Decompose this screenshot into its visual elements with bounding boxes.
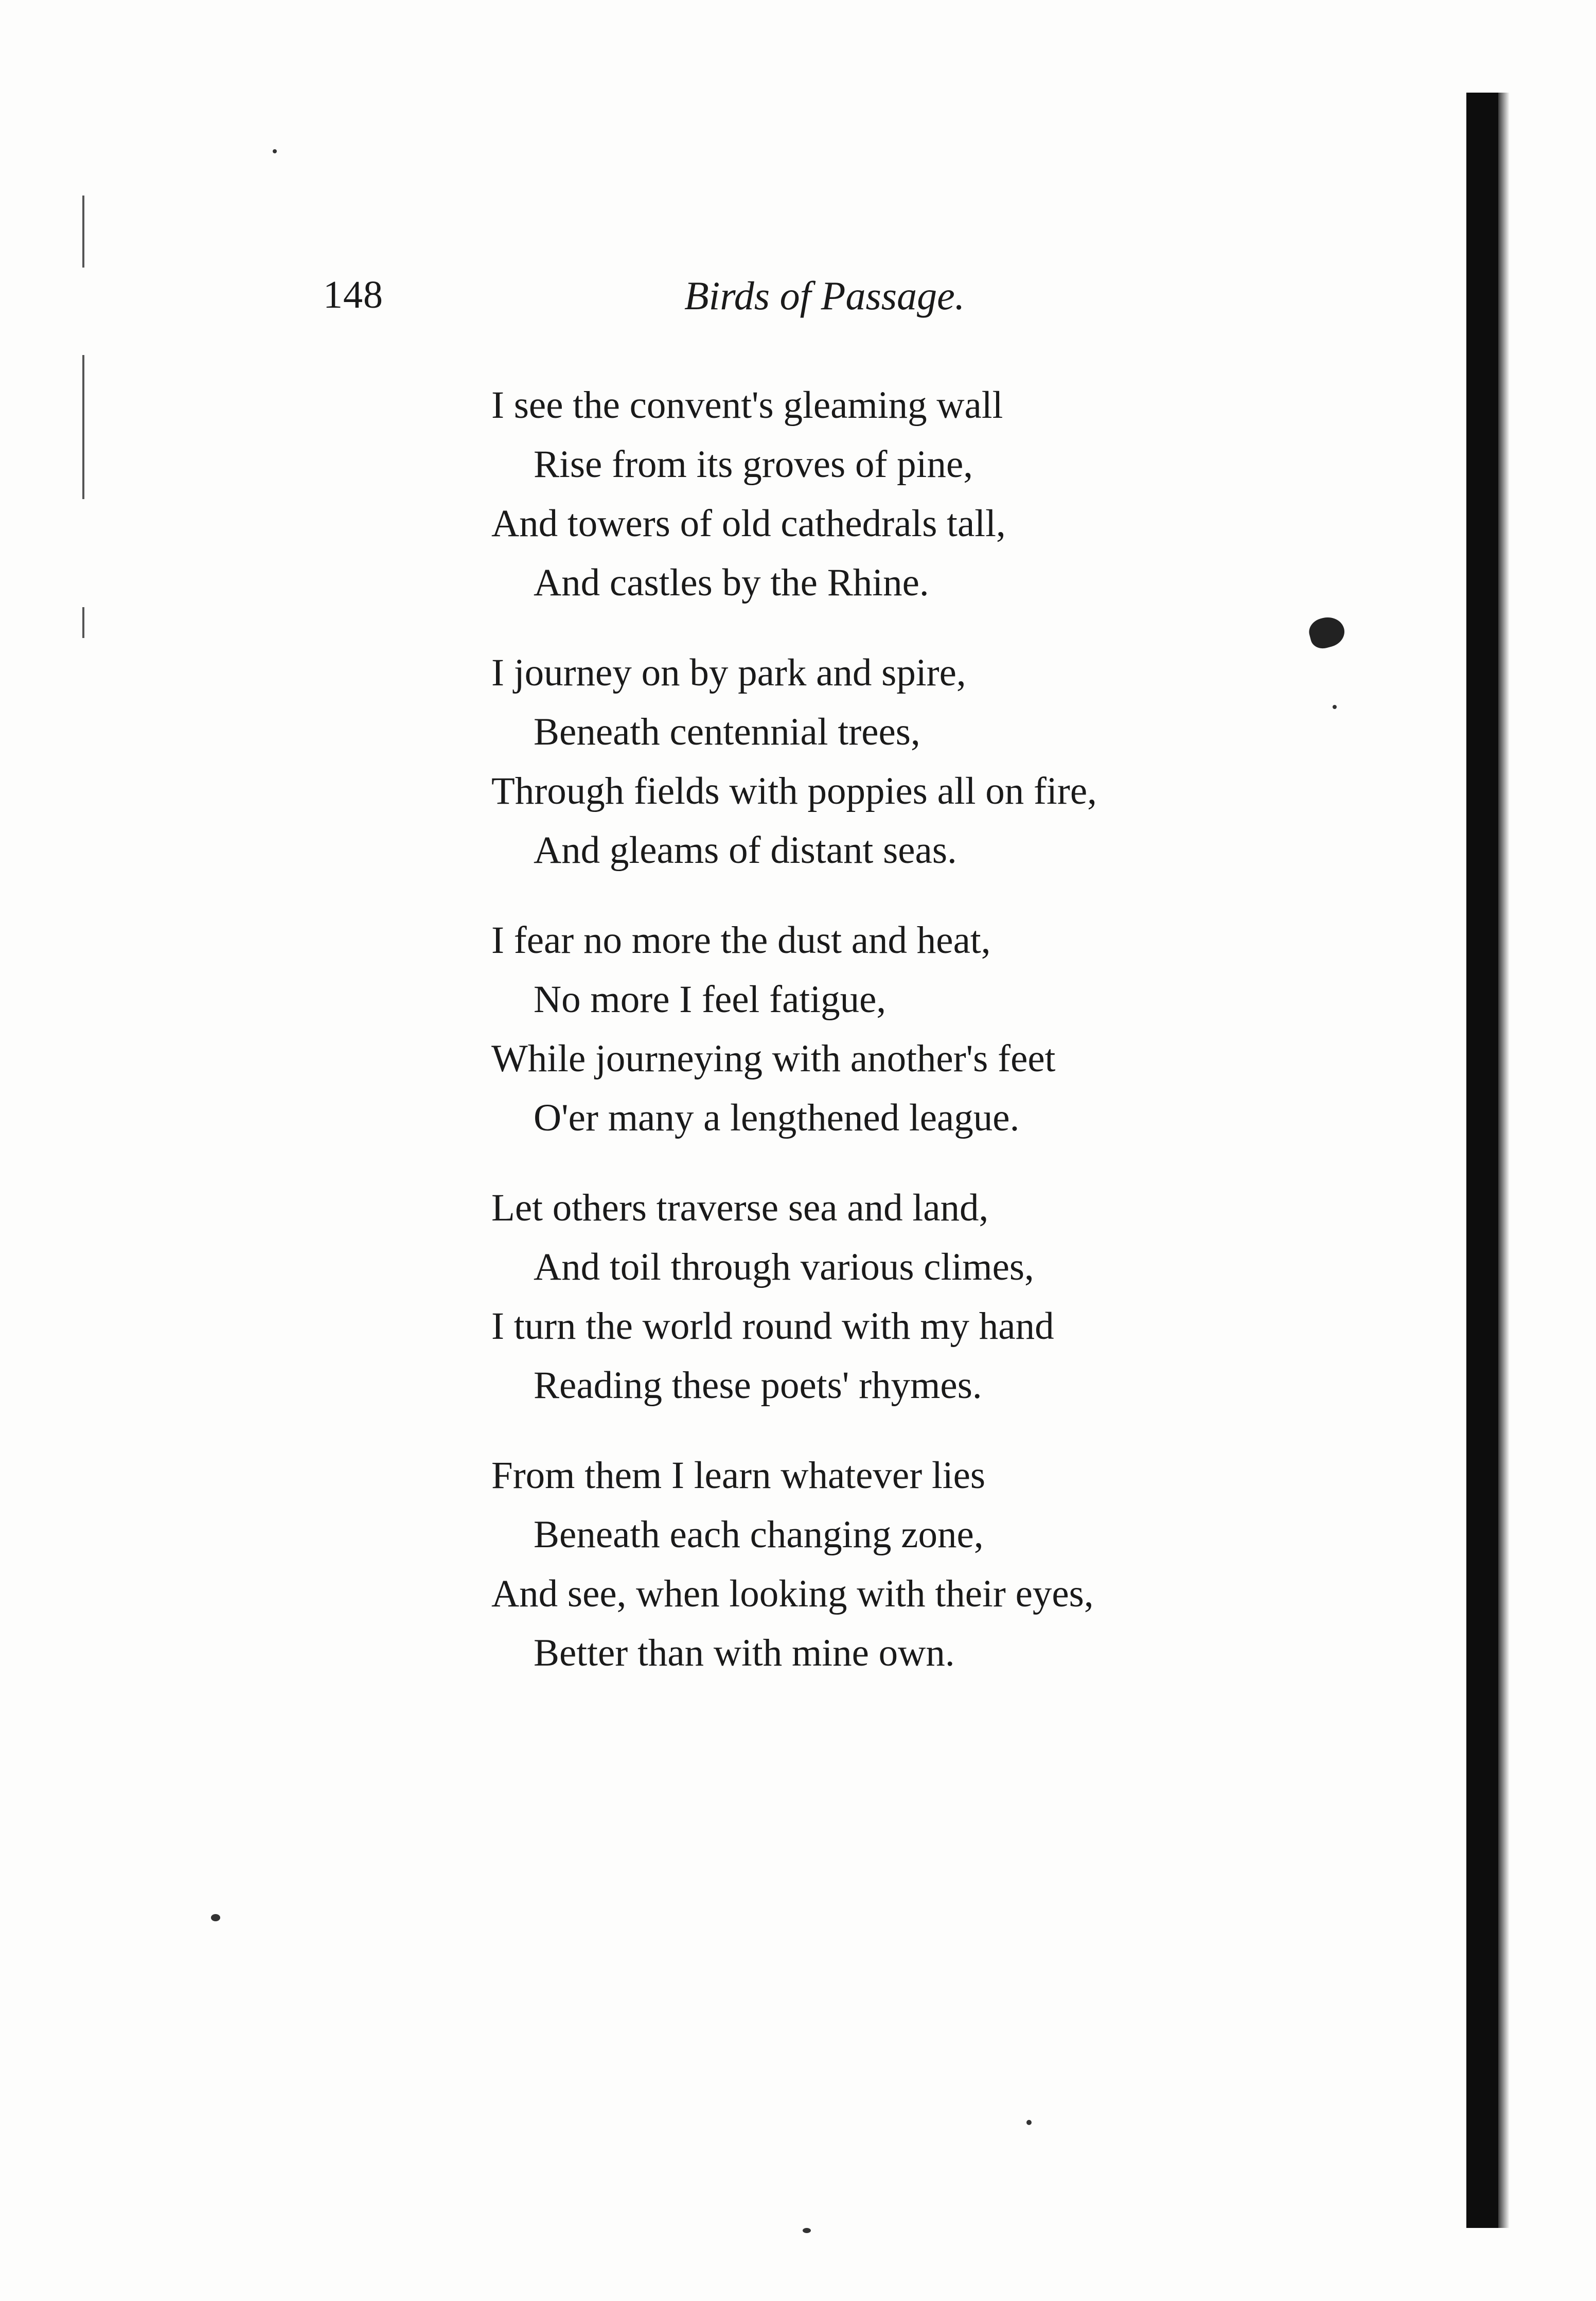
poem-line: Better than with mine own. — [534, 1632, 955, 1674]
paper-speck — [273, 149, 277, 153]
poem-line: Let others traverse sea and land, — [491, 1187, 989, 1229]
ink-blot — [1306, 613, 1348, 651]
margin-mark — [82, 355, 84, 499]
running-title: Birds of Passage. — [684, 273, 965, 318]
stanza — [491, 1178, 1212, 1415]
paper-speck — [211, 1914, 220, 1921]
stanza — [491, 911, 1212, 1147]
poem-line: And see, when looking with their eyes, — [491, 1572, 1094, 1615]
poem-line: O'er many a lengthened league. — [534, 1096, 1020, 1139]
poem-line: While journeying with another's feet — [491, 1037, 1056, 1080]
paper-speck — [1026, 2120, 1032, 2125]
paper-speck — [1333, 705, 1337, 709]
poem-line: From them I learn whatever lies — [491, 1454, 986, 1497]
margin-mark — [82, 607, 84, 638]
paper-speck — [803, 2228, 811, 2233]
poem-line: I turn the world round with my hand — [491, 1305, 1054, 1348]
stanza — [491, 643, 1212, 880]
poem-line: And castles by the Rhine. — [534, 561, 929, 604]
poem — [491, 376, 1212, 1713]
poem-line: I see the convent's gleaming wall — [491, 384, 1003, 427]
stanza — [491, 376, 1212, 612]
poem-line: Reading these poets' rhymes. — [534, 1364, 982, 1407]
poem-line: Through fields with poppies all on fire, — [491, 770, 1097, 812]
page-number: 148 — [323, 273, 383, 316]
poem-line: Beneath centennial trees, — [534, 711, 920, 753]
stanza — [491, 1446, 1212, 1683]
poem-line: Rise from its groves of pine, — [534, 443, 973, 486]
poem-line: And towers of old cathedrals tall, — [491, 502, 1006, 545]
poem-line: I journey on by park and spire, — [491, 651, 966, 694]
poem-line: And toil through various climes, — [534, 1246, 1034, 1288]
margin-mark — [82, 196, 84, 268]
poem-line: No more I feel fatigue, — [534, 978, 886, 1021]
poem-line: I fear no more the dust and heat, — [491, 919, 991, 962]
binding-shadow-fade — [1498, 93, 1510, 2228]
binding-shadow — [1466, 93, 1498, 2228]
poem-line: And gleams of distant seas. — [534, 829, 957, 872]
poem-line: Beneath each changing zone, — [534, 1513, 984, 1556]
